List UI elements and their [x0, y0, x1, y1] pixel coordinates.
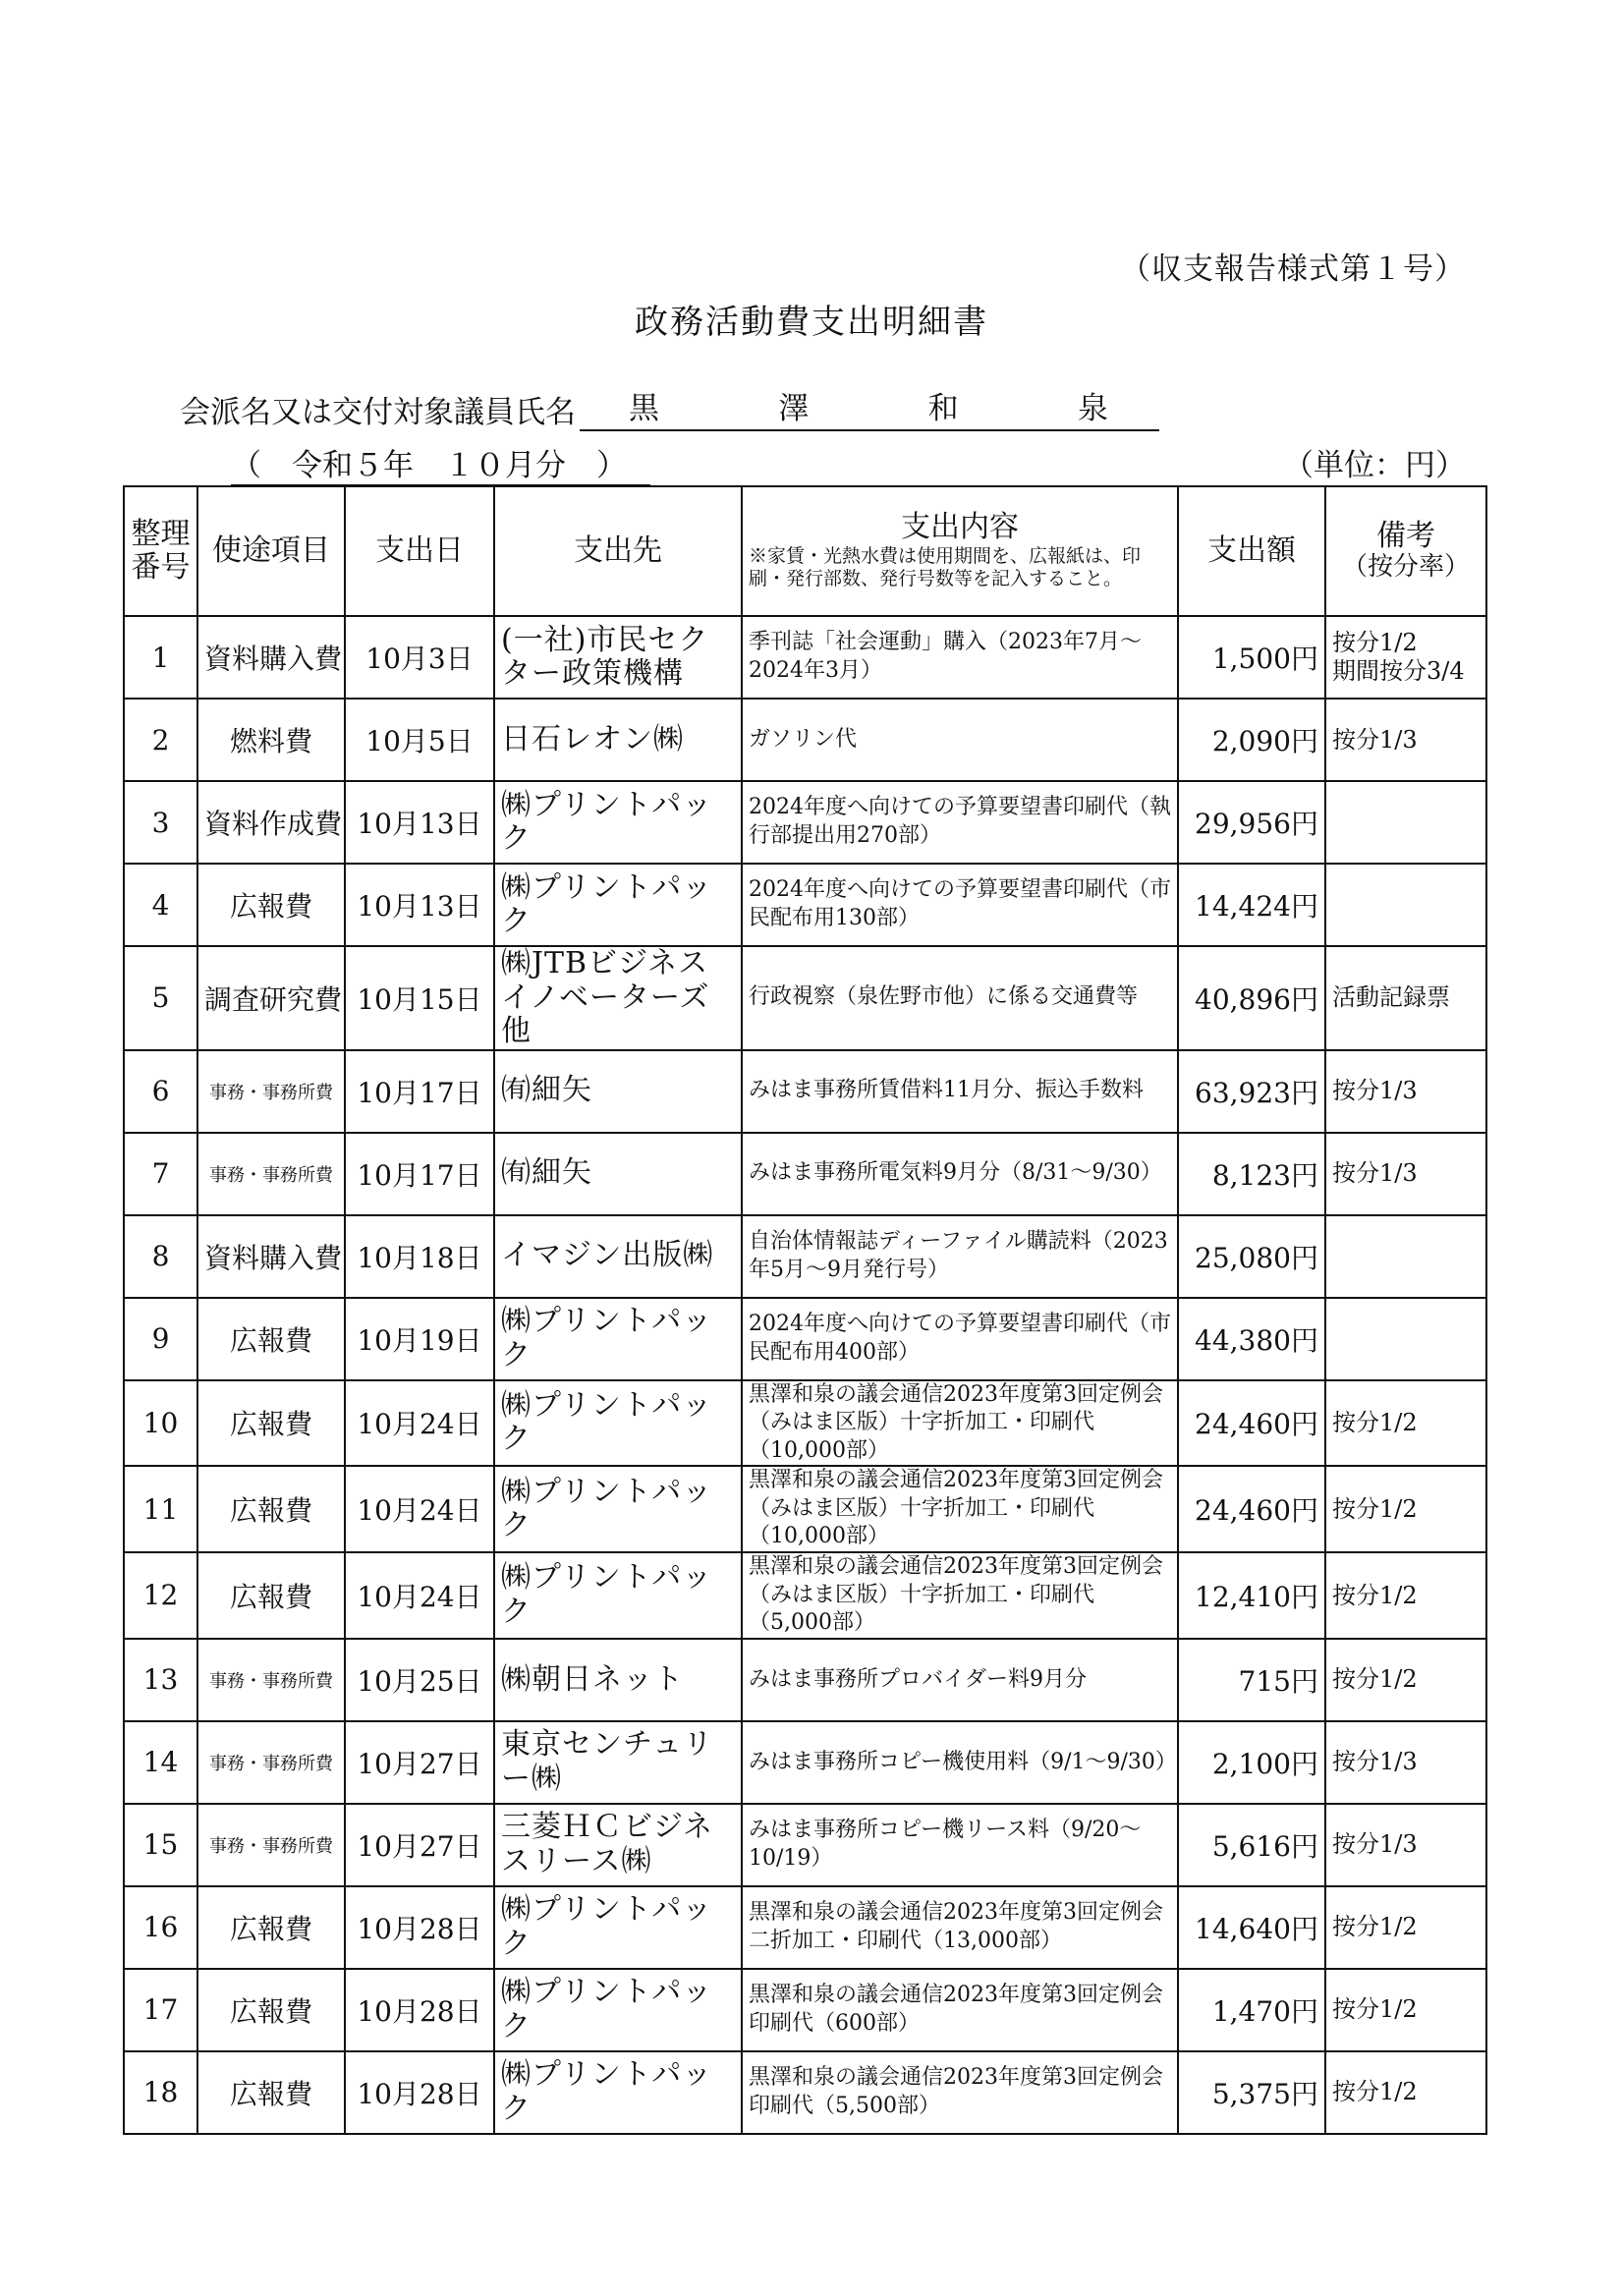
row-date: 10月27日: [345, 1804, 494, 1886]
unit-label: （単位：円）: [1283, 448, 1466, 483]
row-remarks: 按分1/3: [1325, 1133, 1486, 1215]
row-amount: 8,123円: [1178, 1133, 1325, 1215]
table-row: [124, 1380, 1486, 1467]
row-content: 行政視察（泉佐野市他）に係る交通費等: [742, 946, 1178, 1050]
row-content: 季刊誌「社会運動」購入（2023年7月～2024年3月）: [742, 616, 1178, 699]
row-category: 広報費: [197, 864, 345, 946]
reporting-period: （ 令和５年 １０月分 ）: [231, 440, 650, 486]
row-category: 広報費: [197, 1886, 345, 1969]
header-category: 使途項目: [197, 486, 345, 616]
row-category: 資料購入費: [197, 616, 345, 699]
member-name: [580, 383, 1159, 431]
row-date: 10月13日: [345, 781, 494, 864]
row-date: 10月13日: [345, 864, 494, 946]
row-date: 10月28日: [345, 1969, 494, 2051]
row-payee: ㈱プリントパック: [494, 781, 742, 864]
table-row: [124, 2051, 1486, 2134]
row-content: みはま事務所コピー機リース料（9/20～10/19）: [742, 1804, 1178, 1886]
row-payee: 三菱ＨＣビジネスリース㈱: [494, 1804, 742, 1886]
row-content: 黒澤和泉の議会通信2023年度第3回定例会（みはま区版）十字折加工・印刷代（10,000部）: [742, 1466, 1178, 1552]
row-payee: ㈱プリントパック: [494, 1298, 742, 1380]
row-date: 10月5日: [345, 699, 494, 781]
row-amount: 12,410円: [1178, 1552, 1325, 1639]
row-content: みはま事務所賃借料11月分、振込手数料: [742, 1050, 1178, 1133]
row-remarks: [1325, 864, 1486, 946]
row-remarks: [1325, 1215, 1486, 1298]
table-row: [124, 946, 1486, 1050]
row-content: みはま事務所コピー機使用料（9/1～9/30）: [742, 1721, 1178, 1804]
row-number: 2: [124, 699, 197, 781]
header-remarks-sub: （按分率）: [1341, 552, 1470, 583]
header-remarks: [1325, 486, 1486, 616]
table-row: [124, 1552, 1486, 1639]
row-content: 黒澤和泉の議会通信2023年度第3回定例会印刷代（5,500部）: [742, 2051, 1178, 2134]
row-remarks: 按分1/3: [1325, 1050, 1486, 1133]
table-row: [124, 1969, 1486, 2051]
row-number: 11: [124, 1466, 197, 1552]
row-content: 黒澤和泉の議会通信2023年度第3回定例会二折加工・印刷代（13,000部）: [742, 1886, 1178, 1969]
table-row: [124, 1466, 1486, 1552]
row-remarks: 按分1/3: [1325, 1804, 1486, 1886]
party-line: [180, 383, 1159, 431]
table-row: [124, 1639, 1486, 1721]
table-row: [124, 1133, 1486, 1215]
row-content: 自治体情報誌ディーファイル購読料（2023年5月～9月発行号）: [742, 1215, 1178, 1298]
row-remarks: 按分1/3: [1325, 699, 1486, 781]
row-amount: 1,470円: [1178, 1969, 1325, 2051]
row-content: みはま事務所電気料9月分（8/31～9/30）: [742, 1133, 1178, 1215]
row-date: 10月17日: [345, 1133, 494, 1215]
row-payee: ㈱プリントパック: [494, 1886, 742, 1969]
row-amount: 715円: [1178, 1639, 1325, 1721]
row-remarks: 按分1/2: [1325, 1886, 1486, 1969]
row-remarks: 按分1/2: [1325, 2051, 1486, 2134]
row-date: 10月27日: [345, 1721, 494, 1804]
row-remarks: 按分1/2: [1325, 1969, 1486, 2051]
row-amount: 40,896円: [1178, 946, 1325, 1050]
row-number: 5: [124, 946, 197, 1050]
row-date: 10月24日: [345, 1380, 494, 1467]
row-amount: 5,375円: [1178, 2051, 1325, 2134]
row-amount: 5,616円: [1178, 1804, 1325, 1886]
header-content: [742, 486, 1178, 616]
member-name-char: 澤: [778, 391, 812, 426]
header-content-title: 支出内容: [901, 510, 1019, 544]
row-category: 広報費: [197, 1969, 345, 2051]
row-remarks: 按分1/2: [1325, 1639, 1486, 1721]
row-category: 事務・事務所費: [197, 1133, 345, 1215]
row-number: 14: [124, 1721, 197, 1804]
member-name-char: 黒: [629, 391, 661, 426]
table-row: [124, 699, 1486, 781]
row-category: 広報費: [197, 2051, 345, 2134]
table-row: [124, 1804, 1486, 1886]
row-remarks: [1325, 1298, 1486, 1380]
row-amount: 14,424円: [1178, 864, 1325, 946]
row-number: 13: [124, 1639, 197, 1721]
document-title: 政務活動費支出明細書: [635, 303, 988, 342]
row-category: 広報費: [197, 1466, 345, 1552]
row-number: 17: [124, 1969, 197, 2051]
row-payee: ㈱JTBビジネスイノベーターズ 他: [494, 946, 742, 1050]
row-payee: ㈱プリントパック: [494, 1380, 742, 1467]
row-payee: 東京センチュリー㈱: [494, 1721, 742, 1804]
row-amount: 25,080円: [1178, 1215, 1325, 1298]
row-payee: (一社)市民セクター政策機構: [494, 616, 742, 699]
row-category: 事務・事務所費: [197, 1639, 345, 1721]
row-date: 10月24日: [345, 1466, 494, 1552]
row-number: 15: [124, 1804, 197, 1886]
row-amount: 14,640円: [1178, 1886, 1325, 1969]
row-number: 9: [124, 1298, 197, 1380]
header-amount: 支出額: [1178, 486, 1325, 616]
row-amount: 2,100円: [1178, 1721, 1325, 1804]
row-number: 6: [124, 1050, 197, 1133]
row-number: 10: [124, 1380, 197, 1467]
row-payee: 日石レオン㈱: [494, 699, 742, 781]
header-remarks-title: 備考: [1376, 518, 1435, 553]
header-no: [124, 486, 197, 616]
table-row: [124, 864, 1486, 946]
row-content: ガソリン代: [742, 699, 1178, 781]
row-content: 2024年度へ向けての予算要望書印刷代（市民配布用400部）: [742, 1298, 1178, 1380]
form-number: （収支報告様式第１号）: [1120, 252, 1466, 287]
row-remarks: 按分1/3: [1325, 1721, 1486, 1804]
member-name-char: 泉: [1077, 391, 1110, 426]
row-date: 10月17日: [345, 1050, 494, 1133]
row-remarks: 按分1/2: [1325, 1552, 1486, 1639]
table-row: [124, 1721, 1486, 1804]
row-remarks: 按分1/2: [1325, 1466, 1486, 1552]
row-content: 黒澤和泉の議会通信2023年度第3回定例会（みはま区版）十字折加工・印刷代（5,000部）: [742, 1552, 1178, 1639]
row-remarks: 按分1/2 期間按分3/4: [1325, 616, 1486, 699]
row-amount: 2,090円: [1178, 699, 1325, 781]
row-content: 黒澤和泉の議会通信2023年度第3回定例会（みはま区版）十字折加工・印刷代（10,000部）: [742, 1380, 1178, 1467]
row-number: 18: [124, 2051, 197, 2134]
row-payee: ㈱プリントパック: [494, 1552, 742, 1639]
row-category: 広報費: [197, 1380, 345, 1467]
header-no-label: 整理番号: [131, 516, 191, 585]
row-payee: ㈱プリントパック: [494, 1969, 742, 2051]
row-remarks: 按分1/2: [1325, 1380, 1486, 1467]
party-label: 会派名又は交付対象議員氏名: [180, 395, 576, 430]
row-date: 10月25日: [345, 1639, 494, 1721]
row-number: 1: [124, 616, 197, 699]
row-category: 資料購入費: [197, 1215, 345, 1298]
row-content: 黒澤和泉の議会通信2023年度第3回定例会印刷代（600部）: [742, 1969, 1178, 2051]
row-payee: ㈱プリントパック: [494, 1466, 742, 1552]
expense-table: [123, 485, 1487, 2135]
row-content: 2024年度へ向けての予算要望書印刷代（執行部提出用270部）: [742, 781, 1178, 864]
table-header-row: [124, 486, 1486, 616]
member-name-char: 和: [927, 391, 961, 426]
row-number: 16: [124, 1886, 197, 1969]
table-row: [124, 1050, 1486, 1133]
row-date: 10月18日: [345, 1215, 494, 1298]
row-date: 10月28日: [345, 1886, 494, 1969]
row-amount: 29,956円: [1178, 781, 1325, 864]
row-category: 広報費: [197, 1552, 345, 1639]
row-content: みはま事務所プロバイダー料9月分: [742, 1639, 1178, 1721]
row-number: 7: [124, 1133, 197, 1215]
row-number: 8: [124, 1215, 197, 1298]
table-row: [124, 1886, 1486, 1969]
row-amount: 44,380円: [1178, 1298, 1325, 1380]
table-row: [124, 1298, 1486, 1380]
row-category: 事務・事務所費: [197, 1804, 345, 1886]
row-amount: 1,500円: [1178, 616, 1325, 699]
row-category: 広報費: [197, 1298, 345, 1380]
row-payee: ㈲細矢: [494, 1133, 742, 1215]
row-category: 事務・事務所費: [197, 1050, 345, 1133]
row-category: 事務・事務所費: [197, 1721, 345, 1804]
row-category: 資料作成費: [197, 781, 345, 864]
row-date: 10月28日: [345, 2051, 494, 2134]
row-content: 2024年度へ向けての予算要望書印刷代（市民配布用130部）: [742, 864, 1178, 946]
row-payee: イマジン出版㈱: [494, 1215, 742, 1298]
table-row: [124, 616, 1486, 699]
row-amount: 63,923円: [1178, 1050, 1325, 1133]
row-payee: ㈱朝日ネット: [494, 1639, 742, 1721]
table-row: [124, 1215, 1486, 1298]
row-remarks: 活動記録票: [1325, 946, 1486, 1050]
row-number: 4: [124, 864, 197, 946]
row-payee: ㈲細矢: [494, 1050, 742, 1133]
table-row: [124, 781, 1486, 864]
header-payee: 支出先: [494, 486, 742, 616]
row-date: 10月24日: [345, 1552, 494, 1639]
row-remarks: [1325, 781, 1486, 864]
row-number: 12: [124, 1552, 197, 1639]
row-amount: 24,460円: [1178, 1466, 1325, 1552]
row-number: 3: [124, 781, 197, 864]
row-date: 10月19日: [345, 1298, 494, 1380]
row-payee: ㈱プリントパック: [494, 2051, 742, 2134]
row-category: 燃料費: [197, 699, 345, 781]
row-date: 10月15日: [345, 946, 494, 1050]
row-payee: ㈱プリントパック: [494, 864, 742, 946]
row-date: 10月3日: [345, 616, 494, 699]
row-amount: 24,460円: [1178, 1380, 1325, 1467]
header-content-note: ※家賃・光熱水費は使用期間を、広報紙は、印刷・発行部数、発行号数等を記入すること。: [749, 544, 1142, 590]
row-category: 調査研究費: [197, 946, 345, 1050]
header-date: 支出日: [345, 486, 494, 616]
